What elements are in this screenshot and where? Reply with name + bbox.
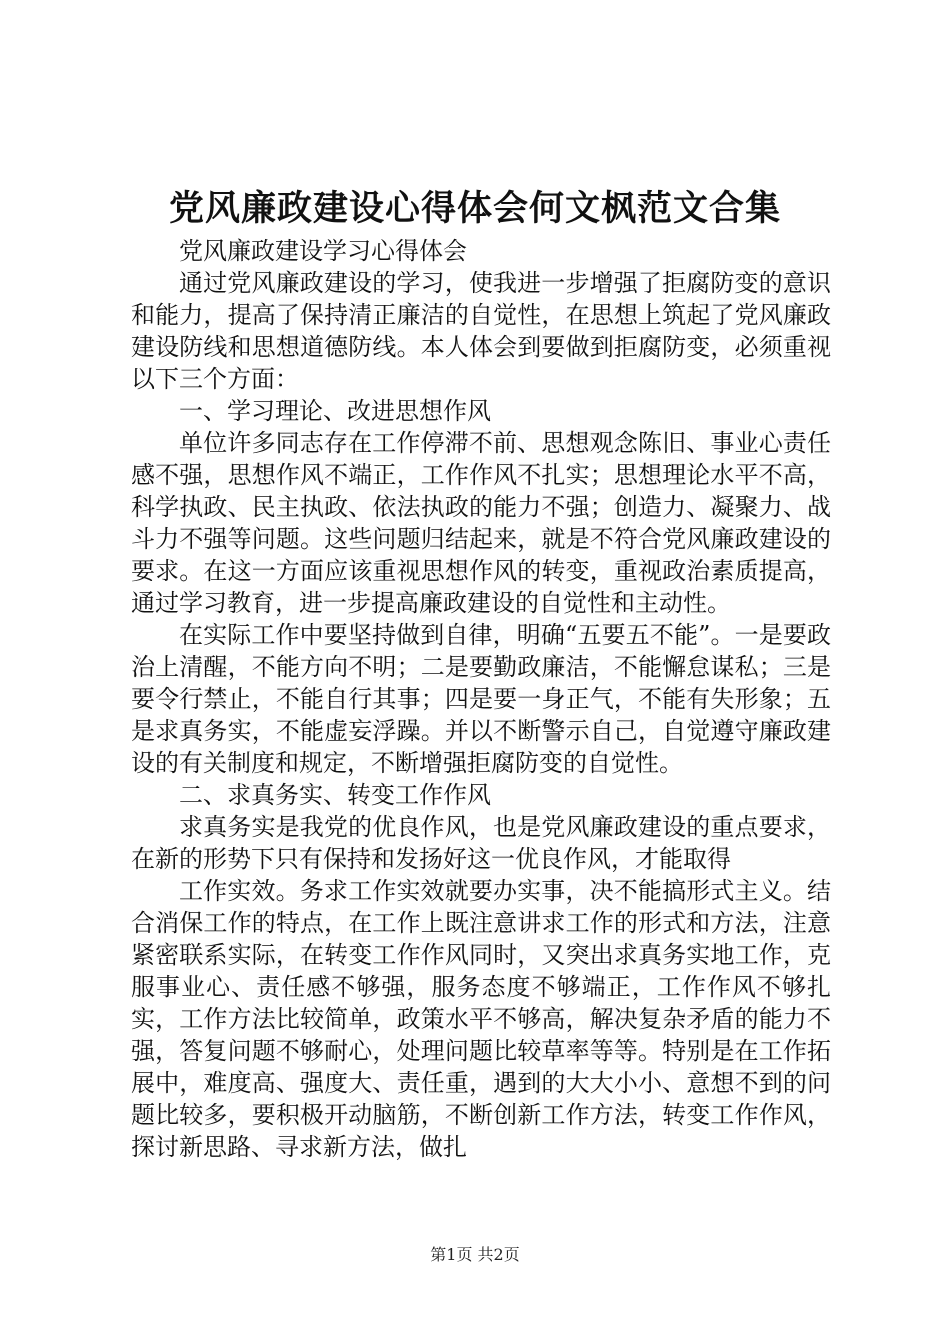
paragraph-self-discipline: 在实际工作中要坚持做到自律，明确“五要五不能”。一是要政治上清醒，不能方向不明；二是要勤政廉洁，不能懈怠谋私；三是要令行禁止，不能自行其事；四是要一身正气，不能有失形象；五是求真务实，不能虚妄浮躁。并以不断警示自己，自觉遵守廉政建设的有关制度和规定，不断增强拒腐防变的自觉性。 bbox=[131, 621, 831, 777]
document-body bbox=[131, 235, 831, 1163]
document-subtitle: 党风廉政建设学习心得体会 bbox=[179, 237, 467, 265]
document-title: 党风廉政建设心得体会何文枫范文合集 bbox=[168, 188, 781, 229]
paragraph-work-results: 工作实效。务求工作实效就要办实事，决不能搞形式主义。结合消保工作的特点，在工作上既注意讲求工作的形式和方法，注意紧密联系实际，在转变工作作风同时，又突出求真务实地工作，克服事业心、责任感不够强，服务态度不够端正，工作作风不够扎实，工作方法比较简单，政策水平不够高，解决复杂矛盾的能力不强，答复问题不够耐心，处理问题比较草率等等。特别是在工作拓展中，难度高、强度大、责任重，遇到的大大小小、意想不到的问题比较多，要积极开动脑筋，不断创新工作方法，转变工作作风，探讨新思路、寻求新方法，做扎 bbox=[131, 877, 831, 1161]
paragraph-intro: 通过党风廉政建设的学习，使我进一步增强了拒腐防变的意识和能力，提高了保持清正廉洁的自觉性，在思想上筑起了党风廉政建设防线和思想道德防线。本人体会到要做到拒腐防变，必须重视以下三个方面： bbox=[131, 269, 831, 393]
section-heading-2: 二、求真务实、转变工作作风 bbox=[179, 781, 491, 809]
page-number: 第1页 共2页 bbox=[430, 1245, 520, 1264]
section-heading-1: 一、学习理论、改进思想作风 bbox=[179, 397, 491, 425]
paragraph-section-1: 单位许多同志存在工作停滞不前、思想观念陈旧、事业心责任感不强，思想作风不端正，工作作风不扎实；思想理论水平不高，科学执政、民主执政、依法执政的能力不强；创造力、凝聚力、战斗力不强等问题。这些问题归结起来，就是不符合党风廉政建设的要求。在这一方面应该重视思想作风的转变，重视政治素质提高，通过学习教育，进一步提高廉政建设的自觉性和主动性。 bbox=[131, 429, 831, 617]
paragraph-section-2: 求真务实是我党的优良作风，也是党风廉政建设的重点要求，在新的形势下只有保持和发扬好这一优良作风，才能取得 bbox=[131, 813, 831, 873]
